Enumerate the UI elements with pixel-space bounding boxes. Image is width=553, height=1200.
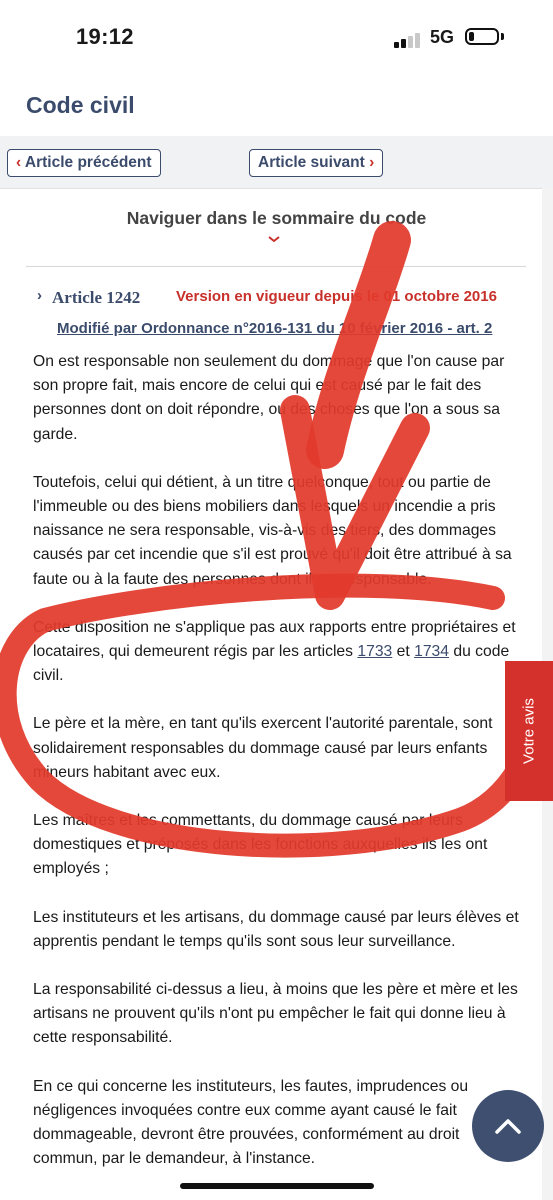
modification-link[interactable]: Modifié par Ordonnance n°2016-131 du 10 février 2016 - art. 2 [57, 320, 493, 337]
battery-icon [465, 28, 499, 45]
next-article-button[interactable] [249, 149, 383, 177]
article-content [33, 350, 519, 1195]
network-label: 5G [430, 27, 455, 47]
version-status: Version en vigueur depuis le 01 octobre 2016 [176, 288, 497, 305]
previous-article-label: Article précédent [24, 154, 152, 171]
article-paragraph: Toutefois, celui qui détient, à un titre quelconque, tout ou partie de l'immeuble ou des biens mobiliers dans lesquels un incendie a pris naissance ne sera responsable, vis-à-vis des tiers, des dommages causés par cet incendie que s'il est prouvé qu'il doit être attribué à sa faute ou à la faute des personnes dont il est responsable. [33, 473, 512, 588]
article-paragraph: En ce qui concerne les instituteurs, les fautes, imprudences ou négligences invoquées contre eux comme ayant causé le fait dommageable, devront être prouvées, conformément au droit commun, par le demandeur, à l'instance. [33, 1077, 469, 1168]
feedback-label: Votre avis [520, 698, 538, 764]
article-paragraph: La responsabilité ci-dessus a lieu, à moins que les père et mère et les artisans ne prouvent qu'ils n'ont pu empêcher le fait qui donne lieu à cette responsabilité. [33, 981, 518, 1047]
scroll-to-top-button[interactable] [472, 1090, 544, 1162]
signal-icon [394, 32, 424, 48]
article-link-1734[interactable]: 1734 [414, 643, 449, 661]
paragraph-text: Cette disposition ne s'applique pas aux rapports entre propriétaires et locataires, qui demeurent régis par les articles [33, 618, 516, 661]
home-indicator [180, 1183, 374, 1189]
article-paragraph: Les instituteurs et les artisans, du dommage causé par leurs élèves et apprentis pendant le temps qu'ils sont sous leur surveillance. [33, 908, 519, 950]
battery-tip [501, 33, 504, 40]
chevron-right-icon[interactable]: › [37, 287, 42, 304]
chevron-right-icon: › [369, 154, 375, 171]
page-title[interactable]: Code civil [26, 92, 135, 118]
status-time: 19:12 [76, 24, 134, 49]
feedback-tab[interactable] [505, 661, 553, 801]
chevron-up-icon [493, 1114, 523, 1138]
article-paragraph: Le père et la mère, en tant qu'ils exercent l'autorité parentale, sont solidairement responsables du dommage causé par leurs enfants mineurs habitant avec eux. [33, 715, 493, 781]
status-bar [0, 0, 553, 76]
article-link-1733[interactable]: 1733 [357, 643, 393, 661]
sommaire-toggle[interactable]: Naviguer dans le sommaire du code [126, 208, 427, 228]
divider [26, 266, 526, 267]
next-article-label: Article suivant [258, 154, 365, 171]
article-paragraph [33, 616, 519, 689]
paragraph-text: et [396, 643, 410, 661]
chevron-down-icon[interactable] [266, 234, 282, 244]
paragraph-text: du code civil. [33, 643, 510, 685]
article-number[interactable]: Article 1242 [52, 288, 141, 307]
article-paragraph: Les maîtres et les commettants, du dommage causé par leurs domestiques et préposés dans les fonctions auxquelles ils les ont employés ; [33, 812, 488, 878]
article-paragraph: On est responsable non seulement du dommage que l'on cause par son propre fait, mais encore de celui qui est causé par le fait des personnes dont on doit répondre, ou des choses que l'on a sous sa garde. [33, 353, 505, 443]
chevron-left-icon: ‹ [16, 154, 22, 171]
previous-article-button[interactable] [7, 149, 161, 177]
